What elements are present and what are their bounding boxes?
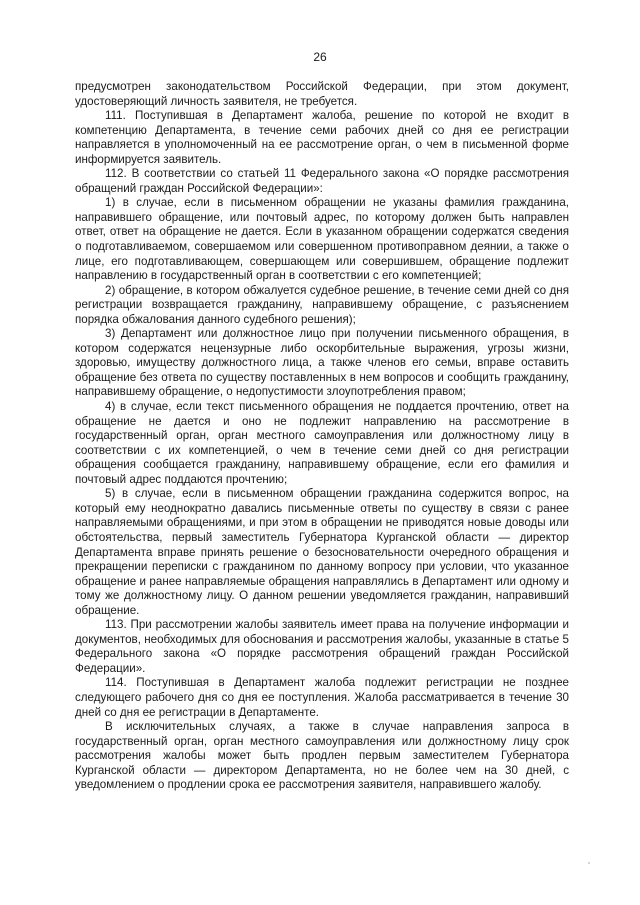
paragraph-112-item-5: 5) в случае, если в письменном обращении гражданина содержится вопрос, на который ему неоднократно давались письменные ответы по существу в связи с ранее направляемыми обращениями, и при этом в обращении не приводятся новые доводы или обстоятельства, первый заместитель Губернатора Курганской области — директор Департамента вправе принять решение о безосновательности очередного обращения и прекращении переписки с гражданином по данному вопросу при условии, что указанное обращение и ранее направляемые обращения направлялись в Департамент или одному и тому же должностному лицу. О данном решении уведомляется гражданин, направивший обращение. <box>75 487 569 617</box>
document-body <box>75 80 569 793</box>
paragraph-112-item-4: 4) в случае, если текст письменного обращения не поддается прочтению, ответ на обращение не дается и оно не подлежит направлению на рассмотрение в государственный орган, орган местного самоуправления или должностному лицу в соответствии с их компетенцией, о чем в течение семи дней со дня регистрации обращения сообщается гражданину, направившему обращение, если его фамилия и почтовый адрес поддаются прочтению; <box>75 400 569 486</box>
paragraph-111: 111. Поступившая в Департамент жалоба, решение по которой не входит в компетенцию Департамента, в течение семи рабочих дней со дня ее регистрации направляется в уполномоченный на ее рассмотрение орган, о чем в письменной форме информируется заявитель. <box>75 109 569 166</box>
scan-artifact <box>588 862 590 864</box>
paragraph-112-item-1: 1) в случае, если в письменном обращении не указаны фамилия гражданина, направившего обращение, или почтовый адрес, по которому должен быть направлен ответ, ответ на обращение не дается. Если в указанном обращении содержатся сведения о подготавливаемом, совершаемом или совершенном противоправном деянии, а также о лице, его подготавливающем, совершающем или совершившем, обращение подлежит направлению в государственный орган в соответствии с его компетенцией; <box>75 196 569 283</box>
page-number: 26 <box>313 50 327 64</box>
paragraph-112: 112. В соответствии со статьей 11 Федерального закона «О порядке рассмотрения обращений граждан Российской Федерации»: <box>75 167 569 195</box>
paragraph-continuation: предусмотрен законодательством Российской Федерации, при этом документ, удостоверяющий личность заявителя, не требуется. <box>75 80 569 108</box>
paragraph-112-item-3: 3) Департамент или должностное лицо при получении письменного обращения, в котором содержатся нецензурные либо оскорбительные выражения, угрозы жизни, здоровью, имуществу должностного лица, а также членов его семьи, вправе оставить обращение без ответа по существу поставленных в нем вопросов и сообщить гражданину, направившему обращение, о недопустимости злоупотребления правом; <box>75 327 569 399</box>
paragraph-114-exceptions: В исключительных случаях, а также в случае направления запроса в государственный орган, орган местного самоуправления или должностному лицу срок рассмотрения жалобы может быть продлен первым заместителем Губернатора Курганской области — директором Департамента, но не более чем на 30 дней, с уведомлением о продлении срока ее рассмотрения заявителя, направившего жалобу. <box>75 720 569 792</box>
paragraph-113: 113. При рассмотрении жалобы заявитель имеет права на получение информации и документов, необходимых для обоснования и рассмотрения жалобы, указанные в статье 5 Федерального закона «О порядке рассмотрения обращений граждан Российской Федерации». <box>75 618 569 675</box>
paragraph-114: 114. Поступившая в Департамент жалоба подлежит регистрации не позднее следующего рабочего дня со дня ее поступления. Жалоба рассматривается в течение 30 дней со дня ее регистрации в Департаменте. <box>75 676 569 719</box>
paragraph-112-item-2: 2) обращение, в котором обжалуется судебное решение, в течение семи дней со дня регистрации возвращается гражданину, направившему обращение, с разъяснением порядка обжалования данного судебного решения); <box>75 283 569 326</box>
